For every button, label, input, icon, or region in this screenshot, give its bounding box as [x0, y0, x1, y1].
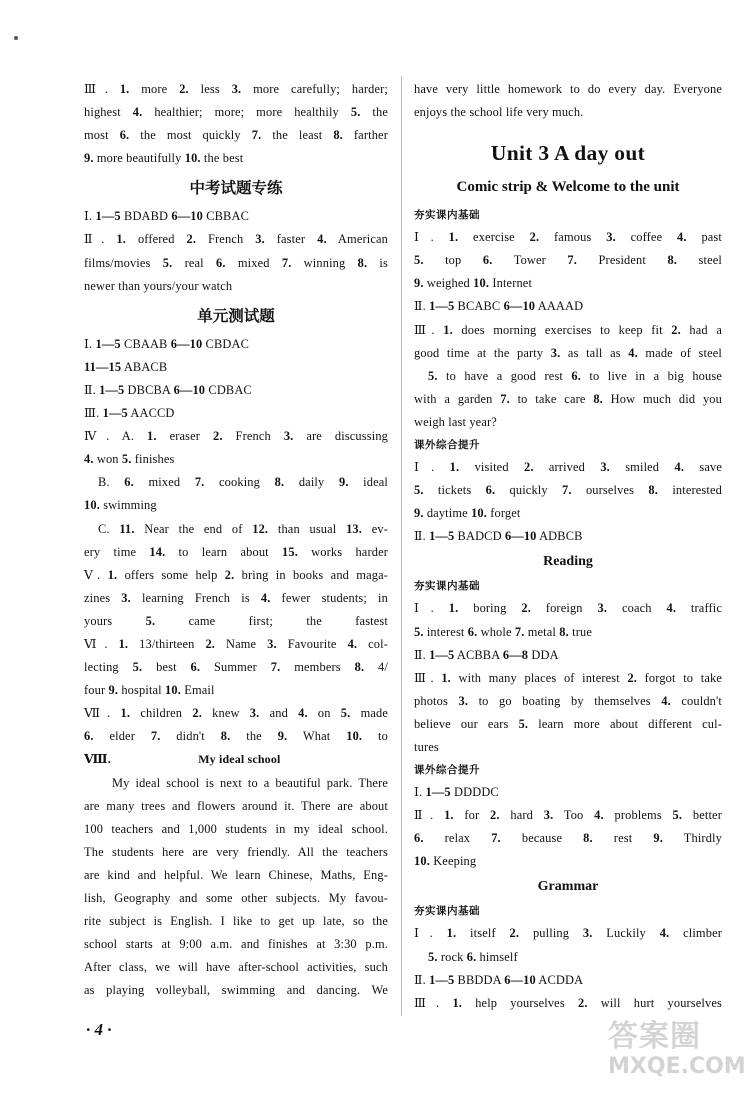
answer-line: 9. daytime 10. forget [414, 506, 521, 521]
answer-line: Ⅲ. 1. does morning exercises to keep fit 2. had a [414, 322, 722, 337]
answer-line: Ⅲ. 1. with many places of interest 2. forgot to take [414, 670, 722, 685]
essay-number: Ⅷ. [84, 752, 111, 767]
section-title-comic-strip: Comic strip & Welcome to the unit [456, 179, 680, 196]
answer-line: Ⅳ. A. 1. eraser 2. French 3. are discussing [84, 429, 389, 444]
answer-line: Ⅰ. 1—5 CBAAB 6—10 CBDAC [84, 336, 249, 351]
answer-line: Ⅵ. 1. 13/thirteen 2. Name 3. Favourite 4. col- [84, 636, 388, 651]
answer-line: lish, Geography and some other subjects. My favou- [84, 891, 388, 905]
answer-line: After class, we will have after-school activities, such [84, 960, 388, 975]
answer-line: Ⅱ. 1—5 ACBBA 6—8 DDA [414, 647, 559, 662]
answer-line: most 6. the most quickly 7. the least 8. farther [84, 128, 388, 143]
answer-line: enjoys the school life very much. [414, 105, 584, 120]
answer-line: The students here are very friendly. All the teachers [84, 844, 388, 859]
answer-line: rite subject is English. I like to get up late, so the [84, 914, 388, 929]
grammar-basics-answers [414, 922, 722, 1014]
answer-line: Ⅱ. 1—5 DBCBA 6—10 CDBAC [84, 382, 252, 397]
page-number: · 4 · [86, 1020, 112, 1039]
answer-line: highest 4. healthier; more; more healthily 5. the [84, 105, 388, 120]
answer-line: four 9. hospital 10. Email [84, 683, 215, 698]
answer-line: Ⅶ. 1. children 2. knew 3. and 4. on 5. made [84, 706, 389, 721]
answer-line: 6. relax 7. because 8. rest 9. Thirdly [414, 831, 722, 846]
answer-line: 11—15 ABACB [84, 359, 168, 374]
answer-line: newer than yours/your watch [84, 278, 233, 293]
left-column [84, 78, 388, 1002]
answer-line: Ⅱ. 1—5 BCABC 6—10 AAAAD [414, 299, 584, 314]
unit-test-answers [84, 333, 388, 749]
answer-line: C. 11. Near the end of 12. than usual 13. ev- [98, 521, 388, 536]
section-title-grammar: Grammar [537, 879, 599, 895]
answer-line: weigh last year? [414, 414, 497, 429]
tag-extended-practice: 课外综合提升 [414, 439, 480, 452]
answer-line: lecting 5. best 6. Summer 7. members 8. 4/ [84, 660, 388, 675]
answer-line: 5. tickets 6. quickly 7. ourselves 8. interested [414, 483, 722, 498]
answer-line: with a garden 7. to take care 8. How much did you [414, 391, 722, 406]
reading-basics-answers [414, 597, 722, 759]
essay-body [84, 772, 388, 1003]
answer-line: Ⅰ. 1. boring 2. foreign 3. coach 4. traffic [414, 601, 723, 616]
answer-line: good time at the party 3. as tall as 4. made of steel [414, 345, 722, 360]
answer-line: zines 3. learning French is 4. fewer students; in [84, 590, 388, 605]
comic-strip-basics-answers [414, 226, 722, 434]
scan-speck [14, 36, 18, 40]
answer-line: are many trees and flowers around it. There are about [84, 798, 388, 813]
answer-line: yours 5. came first; the fastest [84, 613, 388, 628]
answer-line: B. 6. mixed 7. cooking 8. daily 9. ideal [98, 475, 389, 490]
answer-line: Ⅱ. 1—5 BADCD 6—10 ADBCB [414, 529, 583, 544]
answer-line: Ⅱ. 1—5 BBDDA 6—10 ACDDA [414, 972, 584, 987]
answer-line: Ⅱ. 1. for 2. hard 3. Too 4. problems 5. better [414, 808, 722, 823]
answer-line: school starts at 9:00 a.m. and finishes at 3:30 p.m. [84, 937, 388, 952]
essay-heading [84, 748, 388, 771]
answer-line: believe our ears 5. learn more about different cul- [414, 716, 722, 731]
answer-line: tures [414, 739, 439, 754]
tag-in-class-basics: 夯实课内基础 [414, 209, 480, 222]
answer-line: 5. rock 6. himself [428, 949, 518, 964]
column-divider [401, 76, 402, 1016]
answers-section-iii [84, 78, 388, 170]
answer-line: have very little homework to do every day. Everyone [414, 82, 722, 96]
answer-line: Ⅲ. 1. more 2. less 3. more carefully; harder; [84, 82, 389, 96]
tag-extended-practice: 课外综合提升 [414, 764, 480, 777]
section-title-reading: Reading [543, 554, 593, 570]
answer-line: Ⅰ. 1. itself 2. pulling 3. Luckily 4. climber [414, 926, 722, 941]
answer-line: 9. more beautifully 10. the best [84, 151, 244, 166]
comic-strip-extended-answers [414, 456, 722, 548]
answer-line: Ⅲ. 1. help yourselves 2. will hurt yourselves [414, 995, 722, 1010]
answer-line: My ideal school is next to a beautiful park. There [112, 775, 388, 790]
watermark-text: 答案圈 [608, 1019, 701, 1054]
answer-line: 5. top 6. Tower 7. President 8. steel [414, 253, 722, 268]
answer-line: 6. elder 7. didn't 8. the 9. What 10. to [84, 729, 388, 744]
answer-line: Ⅲ. 1—5 AACCD [84, 406, 175, 421]
answer-line: as playing volleyball, swimming and dancing. We [84, 983, 388, 998]
tag-in-class-basics: 夯实课内基础 [414, 580, 480, 593]
answer-line: 5. interest 6. whole 7. metal 8. true [414, 624, 592, 639]
watermark-logo [608, 1019, 746, 1090]
answer-line: 100 teachers and 1,000 students in my ideal school. [84, 821, 388, 836]
answer-line: photos 3. to go boating by themselves 4. couldn't [414, 693, 722, 708]
answer-line: Ⅰ. 1—5 BDABD 6—10 CBBAC [84, 209, 249, 224]
answer-line: 9. weighed 10. Internet [414, 276, 533, 291]
answer-line: are kind and helpful. We learn Chinese, Maths, Eng- [84, 867, 388, 882]
tag-in-class-basics: 夯实课内基础 [414, 905, 480, 918]
heading-unit-test: 单元测试题 [197, 306, 275, 325]
answer-line: ery time 14. to learn about 15. works harder [84, 544, 388, 559]
heading-exam-practice: 中考试题专练 [189, 179, 283, 198]
answer-line: Ⅰ. 1. visited 2. arrived 3. smiled 4. save [414, 460, 722, 475]
answer-line: 5. to have a good rest 6. to live in a big house [428, 368, 722, 383]
reading-extended-answers [414, 781, 722, 873]
unit-title: Unit 3 A day out [490, 141, 646, 166]
answer-line: Ⅴ. 1. offers some help 2. bring in books and maga- [84, 567, 389, 582]
answer-line: films/movies 5. real 6. mixed 7. winning 8. is [84, 255, 388, 270]
answer-line: Ⅱ. 1. offered 2. French 3. faster 4. American [84, 232, 388, 247]
answer-line: 4. won 5. finishes [84, 452, 175, 467]
answer-line: Ⅰ. 1. exercise 2. famous 3. coffee 4. past [414, 230, 723, 245]
essay-title: My ideal school [198, 752, 281, 767]
answer-line: Ⅰ. 1—5 DDDDC [414, 785, 499, 800]
answer-line: 10. swimming [84, 498, 157, 513]
answer-line: 10. Keeping [414, 854, 477, 869]
essay-continuation [414, 78, 722, 124]
exam-practice-answers [84, 205, 388, 297]
right-column [414, 78, 722, 1015]
watermark-url: MXQE.COM [608, 1054, 746, 1079]
